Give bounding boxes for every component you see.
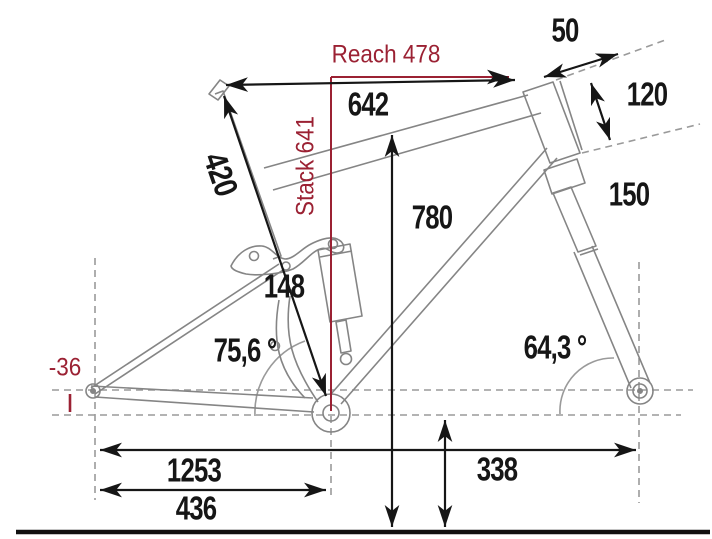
seat-angle-label: 75,6 ° bbox=[213, 331, 277, 369]
steerer-line bbox=[560, 81, 582, 150]
bb-drop-label: -36 bbox=[48, 353, 82, 382]
stem-length-label: 50 bbox=[551, 11, 579, 49]
rear-axle-center bbox=[91, 389, 95, 393]
shock-lower-eyelet bbox=[341, 354, 352, 365]
head-angle-label: 64,3 ° bbox=[523, 328, 587, 366]
reach-stack-lines bbox=[70, 77, 509, 412]
top-tube-length-label: 642 bbox=[347, 85, 389, 123]
front-axle-center bbox=[638, 389, 642, 393]
reach-label: Reach 478 bbox=[331, 40, 441, 69]
head-tube bbox=[523, 82, 580, 163]
fork-stanchion bbox=[553, 187, 596, 252]
head-angle-arc bbox=[560, 358, 614, 414]
top-tube-dim-line bbox=[226, 80, 515, 85]
frame-drawing bbox=[86, 80, 653, 432]
seat-tube-length-label: 420 bbox=[196, 147, 246, 201]
shock-top-cap bbox=[320, 251, 352, 257]
dimension-148-label: 148 bbox=[263, 267, 305, 305]
rocker-pivot-front bbox=[250, 252, 259, 261]
bb-height-label: 338 bbox=[476, 450, 518, 488]
stem-dim-line bbox=[544, 54, 618, 77]
head-tube-length-label: 120 bbox=[626, 75, 668, 113]
head-tube-dim-line bbox=[591, 83, 610, 140]
chainstay-length-label: 436 bbox=[175, 489, 217, 527]
down-tube bbox=[331, 148, 557, 404]
head-tube-base-guide bbox=[582, 124, 700, 153]
seatstay bbox=[91, 264, 283, 394]
saddle-clamp bbox=[209, 80, 229, 100]
standover-height-label: 780 bbox=[411, 198, 453, 236]
wheelbase-label: 1253 bbox=[166, 451, 222, 489]
fork-travel-label: 150 bbox=[608, 175, 650, 213]
shock-shaft bbox=[336, 320, 351, 353]
stack-label: Stack 641 bbox=[291, 115, 320, 217]
